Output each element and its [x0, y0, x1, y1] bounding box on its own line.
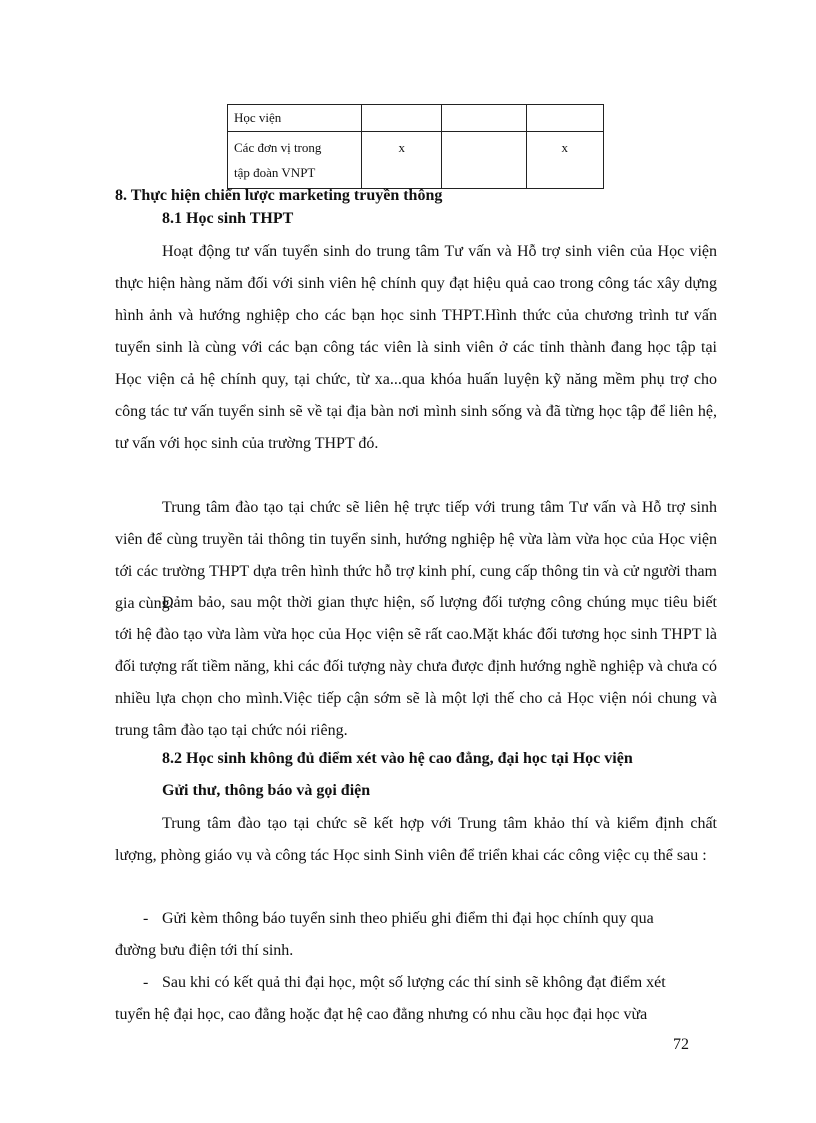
subsection-heading: 8.1 Học sinh THPT	[162, 210, 294, 227]
section-heading: 8. Thực hiện chiến lược marketing truyền thông	[115, 187, 443, 204]
table-cell-mark	[526, 105, 603, 132]
paragraph: Trung tâm đào tạo tại chức sẽ liên hệ trực tiếp với trung tâm Tư vấn và Hỗ trợ sinh viên để cùng truyền tải thông tin tuyển sinh, hướng nghiệp hệ vừa làm vừa học của Học viện tới các trường THPT dựa trên hình thức hỗ trợ kinh phí, cung cấp thông tin và cử người tham gia cùng.	[115, 499, 717, 612]
list-item	[115, 903, 717, 935]
list-item	[115, 967, 717, 999]
cell-label-line: Các đơn vị trong	[234, 140, 322, 155]
table-cell-mark	[442, 105, 526, 132]
list-item-continuation: đường bưu điện tới thí sinh.	[115, 942, 294, 959]
list-item-text	[162, 903, 717, 935]
paragraph: Đảm bảo, sau một thời gian thực hiện, số lượng đối tượng công chúng mục tiêu biết tới hệ đào tạo vừa làm vừa học của Học viện sẽ rất cao.Mặt khác đối tương học sinh THPT là đối tượng rất tiềm năng, khi các đối tượng này chưa được định hướng nghề nghiệp và chưa có nhiều lựa chọn cho mình.Việc tiếp cận sớm sẽ là một lợi thế cho cả Học viện nói chung và trung tâm đào tạo tại chức nói riêng.	[115, 594, 717, 739]
list-item-continuation: tuyển hệ đại học, cao đẳng hoặc đạt hệ cao đẳng nhưng có nhu cầu học đại học vừa	[115, 1006, 648, 1023]
table-row	[228, 132, 604, 189]
partner-table	[227, 104, 604, 189]
cell-label-line: tập đoàn VNPT	[234, 165, 316, 180]
table-cell-label	[228, 105, 362, 132]
table-cell-mark: x	[526, 132, 603, 189]
table-cell-mark: x	[362, 132, 442, 189]
table-row	[228, 105, 604, 132]
cell-label-line: Học viện	[234, 110, 282, 125]
paragraph: Trung tâm đào tạo tại chức sẽ kết hợp với Trung tâm khảo thí và kiểm định chất lượng, phòng giáo vụ và công tác Học sinh Sinh viên để triển khai các công việc cụ thể sau :	[115, 815, 717, 864]
table-cell-mark	[442, 132, 526, 189]
list-item-line: Gửi kèm thông báo tuyển sinh theo phiếu ghi điểm thi đại học chính quy qua	[162, 910, 654, 927]
list-item-text	[162, 967, 717, 999]
page-number: 72	[673, 1036, 689, 1053]
subsection-subheading: Gửi thư, thông báo và gọi điện	[162, 782, 371, 799]
subsection-heading: 8.2 Học sinh không đủ điểm xét vào hệ cao đẳng, đại học tại Học viện	[162, 750, 633, 767]
list-item-line: Sau khi có kết quả thi đại học, một số lượng các thí sinh sẽ không đạt điểm xét	[162, 974, 666, 991]
bullet-dash: -	[143, 974, 149, 991]
paragraph: Hoạt động tư vấn tuyển sinh do trung tâm Tư vấn và Hỗ trợ sinh viên của Học viện thực hiện hàng năm đối với sinh viên hệ chính quy đạt hiệu quả cao trong công tác xây dựng hình ảnh và hướng nghiệp cho các bạn học sinh THPT.Hình thức của chương trình tư vấn tuyển sinh là cùng với các bạn công tác viên là sinh viên ở các tỉnh thành đang học tập tại Học viện cả hệ chính quy, tại chức, từ xa...qua khóa huấn luyện kỹ năng mềm phụ trợ cho công tác tư vấn tuyển sinh sẽ về tại địa bàn nơi mình sinh sống và đã từng học tập để liên hệ, tư vấn với học sinh của trường THPT đó.	[115, 243, 717, 452]
table-cell-label	[228, 132, 362, 189]
bullet-dash: -	[143, 910, 149, 927]
table-cell-mark	[362, 105, 442, 132]
